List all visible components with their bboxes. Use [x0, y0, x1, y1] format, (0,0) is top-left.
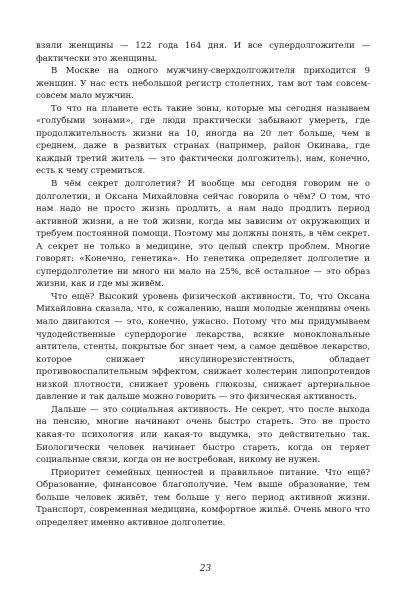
- paragraph-6: Дальше — это социальная активность. Не секрет, что после выхода на пенсию, многие начинают очень быстро стареть. Это не просто какая-то психология или какая-то выдумка, это действительно так. Биологически человек начинает быстро стареть, когда он теряет социальные связи, когда он не востребован, никому не нужен.: [36, 404, 370, 466]
- page-number: 23: [199, 564, 212, 574]
- book-page: [36, 40, 370, 529]
- paragraph-7: Приоритет семейных ценностей и правильное питание. Что ещё? Образование, финансовое благополучие. Чем выше образование, тем больше человек живёт, тем больше у него период активной жизни. Транспорт, современная медицина, комфортное жильё. Очень много что определяет именно активное долголетие.: [36, 467, 370, 528]
- paragraph-4: В чём секрет долголетия? И вообще мы сегодня говорим не о долголетии, и Оксана Михайловна сейчас говорила о чём? О том, что нам надо не просто жизнь продлить, а нам надо продлить период активной жизни, а не той жизни, когда мы зависим от окружающих и требуем постоянной помощи. Поэтому мы должны понять, в чём секрет. А секрет не только в медицине, это целый спектр проблем. Многие говорят: «Конечно, генетика». Но генетика определяет долголетие и супердолголетие ни много ни мало на 25%, всё остальное — это образ жизни, как и где мы живём.: [36, 179, 370, 290]
- paragraph-1: взяли женщины — 122 года 164 дня. И все супердолгожители — фактически это женщины.: [36, 41, 370, 64]
- paragraph-5: Что ещё? Высокий уровень физической активности. То, что Оксана Михайловна сказала, что, к сожалению, наши молодые женщины очень мало двигаются — это, конечно, ужасно. Потому что мы придумываем чудодейственные супердорогие лекарства, всякие моноклональные антитела, стенты, покрытые бог знает чем, а самое дешёвое лекарство, которое снижает инсулинорезистентность, обладает противовоспалительным эффектом, снижает холестерин липопротеидов низкой плотности, снижает уровень глюкозы, снижает артериальное давление и так дальше можно говорить — это физическая активность.: [36, 291, 370, 403]
- paragraph-3: То что на планете есть такие зоны, которые мы сегодня называем «голубыми зонами», где люди практически забывают умереть, где продолжительность жизни на 10, иногда на 20 лет больше, чем в среднем, даже в развитых странах (например, район Окинава, где каждый третий житель — это фактически долгожитель), нам, конечно, есть к чему стремиться.: [36, 103, 370, 177]
- paragraph-2: В Москве на одного мужчину-сверхдолгожителя приходится 9 женщин. У нас есть небольшой регистр столетних, там вот там совсем-совсем мало мужчин.: [36, 66, 370, 102]
